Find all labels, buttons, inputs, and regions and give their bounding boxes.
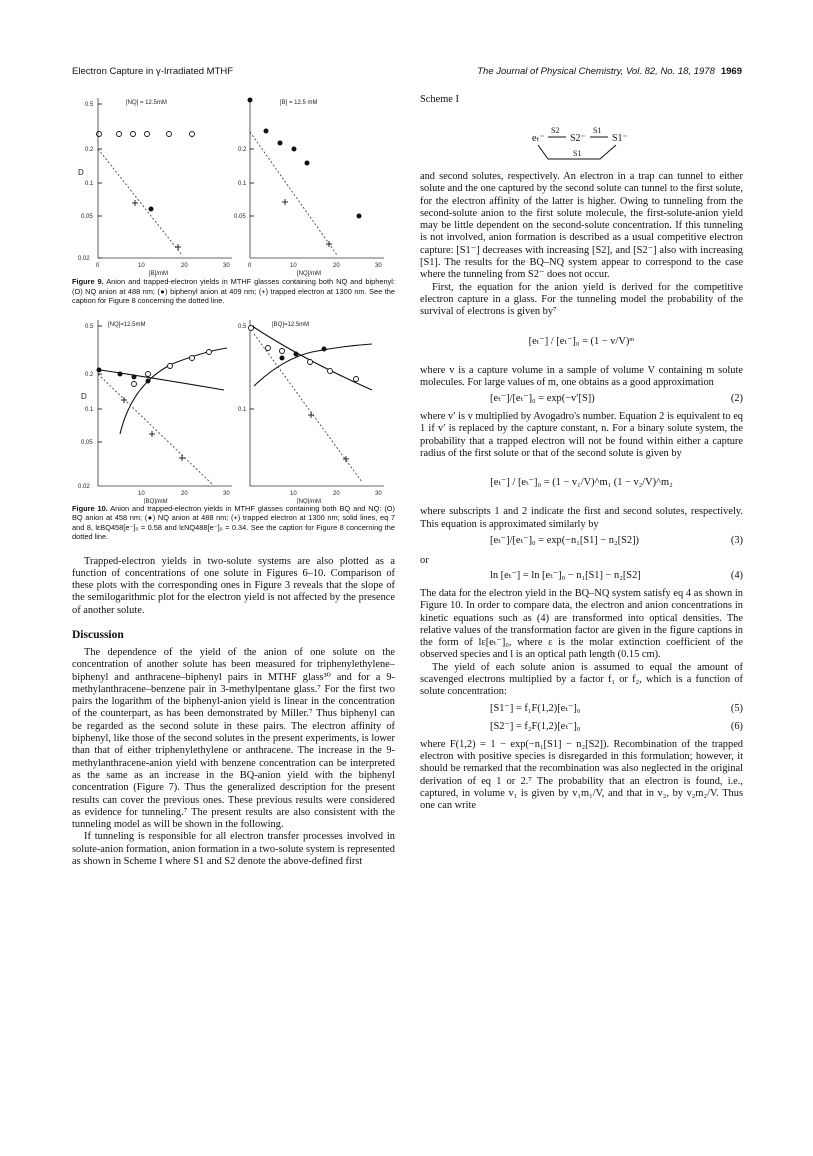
svg-text:0: 0 xyxy=(248,263,252,269)
svg-text:0.5: 0.5 xyxy=(85,323,94,330)
svg-text:[NQ]/mM: [NQ]/mM xyxy=(297,498,321,504)
svg-text:eₜ⁻: eₜ⁻ xyxy=(532,133,545,144)
page-header xyxy=(72,66,742,84)
svg-text:[NQ]/mM: [NQ]/mM xyxy=(297,271,321,277)
section-heading: Discussion xyxy=(72,628,124,641)
svg-text:30: 30 xyxy=(223,263,230,269)
svg-text:30: 30 xyxy=(375,263,382,269)
svg-text:0.02: 0.02 xyxy=(78,483,90,490)
svg-text:0.2: 0.2 xyxy=(85,371,94,378)
svg-text:0.05: 0.05 xyxy=(234,214,246,220)
svg-text:10: 10 xyxy=(138,263,145,269)
svg-text:0.1: 0.1 xyxy=(238,181,247,187)
paragraph: The yield of each solute anion is assumed to equal the amount of scavenged electrons multiplied by a factor f₁ or f₂, which is a function of solute concentration: xyxy=(420,661,743,698)
svg-text:S2⁻: S2⁻ xyxy=(570,133,586,144)
svg-text:S1: S1 xyxy=(593,126,602,135)
svg-text:[NQ] = 12.5mM: [NQ] = 12.5mM xyxy=(126,100,167,106)
paragraph: where v′ is v multiplied by Avogadro's number. Equation 2 is equivalent to eq 1 if v′ is replaced by the capture constant, n. For a binary solute system, the probability that a trapped electron will not be found within either a capture radius of the first solute or that of the second solute is given by xyxy=(420,411,743,460)
paragraph: The dependence of the yield of the anion of one solute on the concentration of another solute has been measured for triphenylethylene–biphenyl and anthracene–biphenyl pairs in MTHF glass³⁰ and for a 9-methylanthracene–benzene pair in 3-methylpentane glass.⁷ For the first two pairs the logarithm of the biphenyl-anion yield is linear in the concentration of the counterpart, as has been demonstrated by Miller.⁷ Thus biphenyl can be regarded as the second solute in these pairs. The electron affinity of biphenyl, like those of the second solutes in the present experiments, is lower than that of either triphenylethylene or anthracene. The increase in the 9-methylanthracene-anion yield with benzene concentration can be interpreted as the same as an increase in the BQ-anion yield with the biphenyl concentration (Figure 7). Thus the generalized description for the present results can cover the previous ones. These previous results were considered as evidence for tunneling.⁷ The present results are also consistent with the tunneling model as will be shown in the following. xyxy=(72,646,395,831)
svg-text:20: 20 xyxy=(181,263,188,269)
equation-6: [S2⁻] = f₂F(1,2)[eₜ⁻]₀ (6) xyxy=(490,720,743,732)
svg-text:10: 10 xyxy=(138,490,145,497)
svg-text:S1: S1 xyxy=(573,149,582,158)
svg-text:[B]/mM: [B]/mM xyxy=(149,271,168,277)
svg-text:S1⁻: S1⁻ xyxy=(612,133,628,144)
svg-text:0.05: 0.05 xyxy=(81,439,93,446)
paragraph: The data for the electron yield in the BQ–NQ system satisfy eq 4 as shown in Figure 10. In order to compare data, the electron and anion concentrations in kinetic equations such as (4) are transformed into optical densities. The relative values of the transformation factor are given in the figure captions in the form of lε[eₜ⁻]₀, where ε is the molar extinction coefficient of the observed species and l is an optical path length (0.15 cm). xyxy=(420,587,743,661)
svg-text:20: 20 xyxy=(333,263,340,269)
svg-text:0.1: 0.1 xyxy=(85,181,94,187)
svg-text:20: 20 xyxy=(333,490,340,497)
svg-text:0.2: 0.2 xyxy=(85,147,94,153)
running-title: Electron Capture in γ-Irradiated MTHF xyxy=(72,66,234,77)
equation-3: [eₜ⁻]/[eₜ⁻]₀ = exp(−n₁[S1] − n₂[S2]) (3) xyxy=(490,534,743,546)
scheme-title: Scheme I xyxy=(420,94,459,105)
equation-2: [eₜ⁻]/[eₜ⁻]₀ = exp(−v′[S]) (2) xyxy=(490,393,743,405)
svg-text:D: D xyxy=(78,168,84,177)
paragraph: where subscripts 1 and 2 indicate the first and second solutes, respectively. This equation is approximated similarly by xyxy=(420,506,743,530)
equation-4: ln [eₜ⁻] = ln [eₜ⁻]₀ − n₁[S1] − n₂[S2] (4) xyxy=(490,569,743,581)
equation-1: [eₜ⁻] / [eₜ⁻]₀ = (1 − v/V)ᵐ xyxy=(528,335,635,347)
svg-text:[NQ]=12.5mM: [NQ]=12.5mM xyxy=(108,321,146,328)
svg-text:D: D xyxy=(81,391,87,401)
equation-5: [S1⁻] = f₁F(1,2)[eₜ⁻]₀ (5) xyxy=(490,702,743,714)
svg-text:10: 10 xyxy=(290,263,297,269)
svg-text:10: 10 xyxy=(290,490,297,497)
right-column xyxy=(420,92,743,812)
paragraph: First, the equation for the anion yield is derived for the competitive electron capture in a glass. For the tunneling model the probability of the survival of electrons is given by⁷ xyxy=(420,281,743,318)
svg-text:[BQ]=12.5mM: [BQ]=12.5mM xyxy=(272,321,310,328)
svg-text:0.02: 0.02 xyxy=(78,256,90,262)
figure-10-caption: Figure 10. Anion and trapped-electron yields in MTHF glasses containing both BQ and NQ: (O) BQ anion at 458 nm; (●) NQ anion at 488 nm; (+) trapped electron at 1300 nm; solid lines, eq 7 and 8, lεBQ458[e⁻]₀ = 0.58 and lεNQ488[e⁻]₀ = 0.34. See the caption for Figure 8 concerning the dotted line. xyxy=(72,503,395,541)
paragraph: and second solutes, respectively. An electron in a trap can tunnel to either solute and the one captured by the second solute can tunnel to the first solute, for the electron affinity of the latter is higher. Owing to tunneling from the second-solute anion to the first solute molecule, the first-solute-anion yield may be little dependent on the second-solute concentration. If this tunneling is not involved, anion formation is described as a usual competitive electron capture: [S1⁻] decreases with increasing [S2], and [S2⁻] also with increasing [S1]. The results for the BQ–NQ system appear to correspond to the case where the tunneling from S2⁻ does not occur. xyxy=(420,171,743,281)
svg-text:0.1: 0.1 xyxy=(238,406,247,413)
svg-text:0.5: 0.5 xyxy=(238,323,247,330)
left-column xyxy=(72,92,395,868)
page-number: 1969 xyxy=(720,66,742,77)
svg-text:0.2: 0.2 xyxy=(238,147,247,153)
paragraph: If tunneling is responsible for all electron transfer processes involved in solute-anion formation, anion formation in a two-solute system is represented as shown in Scheme I where S1 and S2 denote the above-defined first xyxy=(72,831,395,868)
figure-9-caption: Figure 9. Anion and trapped-electron yields in MTHF glasses containing both NQ and biphenyl: (O) NQ anion at 488 nm; (●) biphenyl anion at 409 nm; (+) trapped electron at 1300 nm. See the caption for Figure 8 concerning the dotted line. xyxy=(72,277,395,305)
svg-text:S2: S2 xyxy=(551,126,560,135)
or-label: or xyxy=(420,554,429,566)
paragraph: where F(1,2) = 1 − exp(−n₁[S1] − n₂[S2]). Recombination of the trapped electron with positive species is disregarded in this formulation; however, it should be remarked that the recombination was also neglected in the original derivation of eq 1 or 2.⁷ The probability that an electron is found, i.e., captured, in volume v₁ is given by v₁m₁/V, and that in v₂, by v₂m₂/V. Thus one can write xyxy=(420,738,743,812)
paragraph: Trapped-electron yields in two-solute systems are also plotted as a function of concentrations of one solute in Figures 6–10. Comparison of these plots with the corresponding ones in Figure 3 reveals that the slope of the semilogarithmic plot for the electron yield is not affected by the presence of another solute. xyxy=(72,555,395,616)
svg-text:0: 0 xyxy=(96,263,100,269)
svg-text:0.05: 0.05 xyxy=(81,214,93,220)
paragraph: where v is a capture volume in a sample of volume V containing m solute molecules. For large values of m, one obtains as a good approximation xyxy=(420,364,743,388)
svg-text:30: 30 xyxy=(375,490,382,497)
svg-text:30: 30 xyxy=(223,490,230,497)
svg-text:0.5: 0.5 xyxy=(85,102,94,108)
svg-text:[BQ]/mM: [BQ]/mM xyxy=(144,498,168,504)
scheme-diagram xyxy=(420,111,743,171)
svg-text:20: 20 xyxy=(181,490,188,497)
equation-binary: [eₜ⁻] / [eₜ⁻]₀ = (1 − v₁/V)^m₁ (1 − v₂/V)^m₂ xyxy=(490,477,673,489)
svg-text:0.1: 0.1 xyxy=(85,406,94,413)
svg-text:[B] = 12.5 mM: [B] = 12.5 mM xyxy=(280,100,318,106)
figure-9-plot xyxy=(72,92,395,277)
journal-citation: The Journal of Physical Chemistry, Vol. 82, No. 18, 1978 1969 xyxy=(477,66,742,77)
figure-10-plot xyxy=(72,314,395,504)
